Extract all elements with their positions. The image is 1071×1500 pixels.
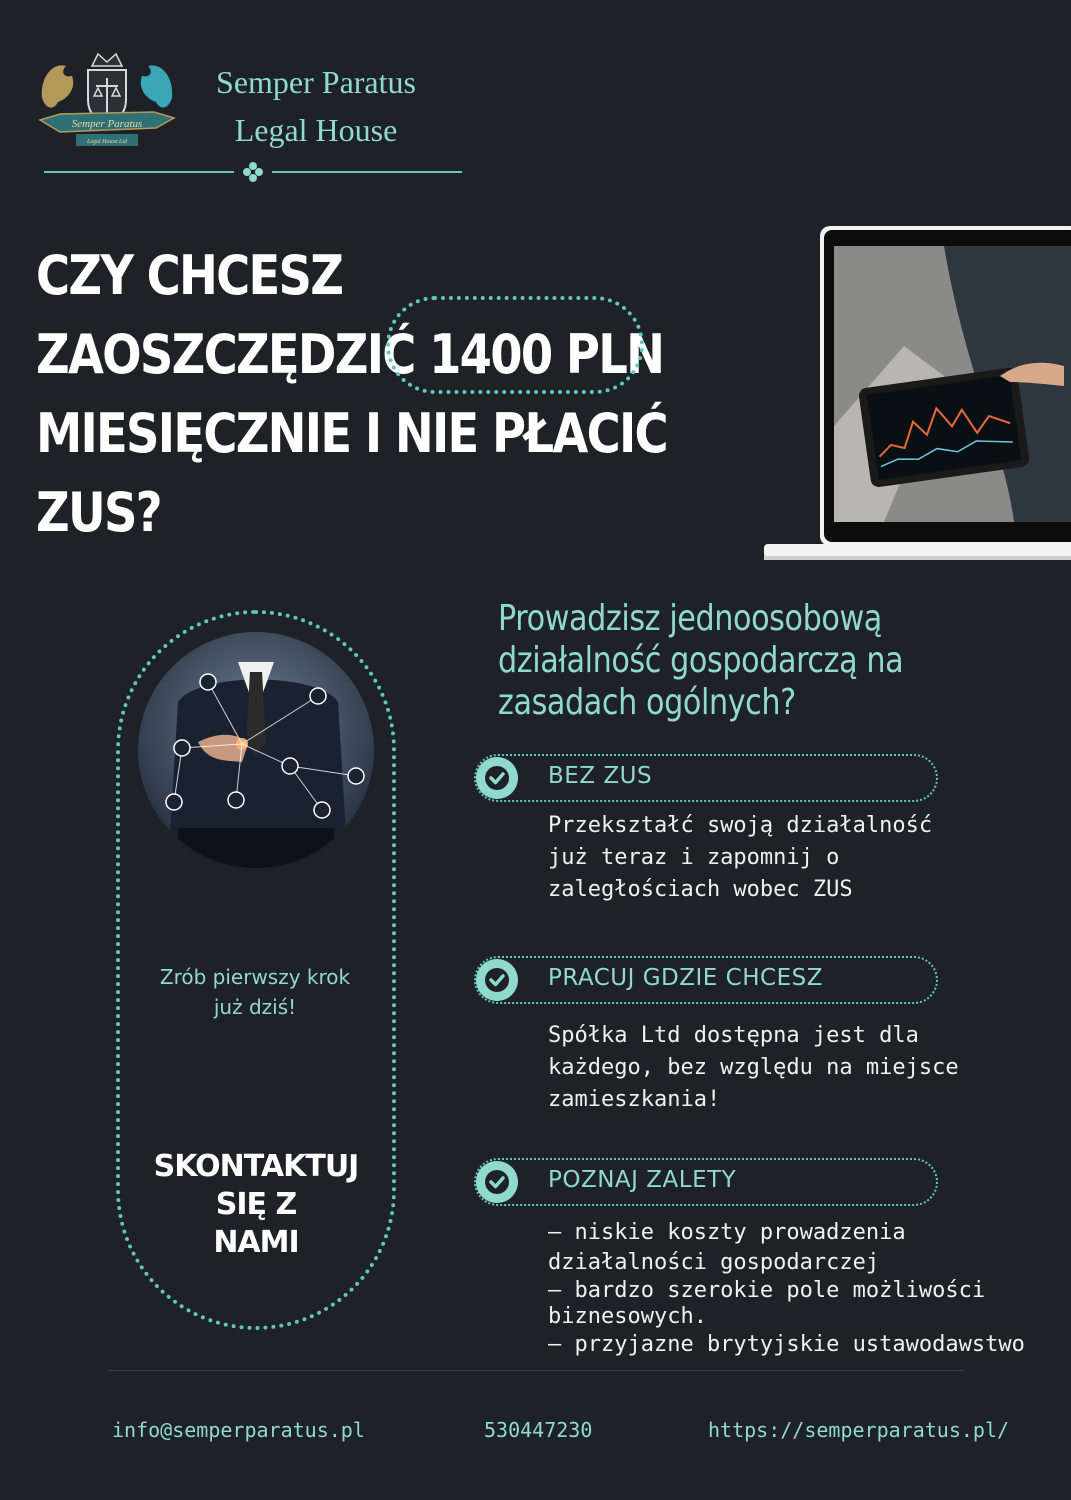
contact-us-line-2: NAMI [213,1225,299,1260]
feature-description-line: zaległościach wobec ZUS [548,877,853,902]
feature-title: POZNAJ ZALETY [548,1167,737,1193]
advantage-item: – przyjazne brytyjskie ustawodawstwo [548,1332,1025,1357]
advantage-item: działalności gospodarczej [548,1250,880,1275]
feature-title: BEZ ZUS [548,763,653,789]
feature-pill-bez-zus [474,754,938,802]
advantage-item: biznesowych. [548,1304,707,1329]
contact-us-button[interactable] [126,1148,386,1262]
feature-description [548,810,988,906]
feature-title: PRACUJ GDZIE CHCESZ [548,965,823,991]
logo-ribbon-text: Semper Paratus [71,118,143,130]
brand-line-2: Legal House [234,112,398,148]
cta-subtitle [140,962,370,1022]
cta-subtitle-line-1: Zrób pierwszy krok [159,965,351,989]
advantages-list [548,1218,1028,1360]
feature-description [548,1020,988,1116]
headline-line-1: CZY CHCESZ [36,244,343,307]
advantage-item: – bardzo szerokie pole możliwości [548,1278,986,1303]
headline-line-4: ZUS? [36,481,161,544]
advantage-item: – niskie koszty prowadzenia [548,1220,906,1245]
headline-line-2: ZAOSZCZĘDZIĆ [36,323,430,386]
businessman-network-image [138,632,374,868]
question-heading [498,598,952,724]
brand-name [196,58,436,154]
laptop-image [764,226,1071,566]
headline [36,236,667,552]
feature-description-line: już teraz i zapomnij o [548,845,840,870]
feature-description-line: Spółka Ltd dostępna jest dla [548,1023,919,1048]
feature-description-line: zamieszkania! [548,1087,721,1112]
question-line-3: zasadach ogólnych? [498,682,796,723]
feature-description-line: Przekształć swoją działalność [548,813,933,838]
footer-phone-link[interactable]: 530447230 [484,1418,593,1442]
question-line-1: Prowadzisz jednoosobową [498,598,882,639]
cta-subtitle-line-2: już dziś! [213,995,297,1019]
footer-website-link[interactable]: https://semperparatus.pl/ [708,1418,1010,1442]
ornamental-divider [44,160,462,184]
logo-sub-text: Legal House Ltd [86,139,128,145]
check-icon [476,757,518,799]
amount-highlight-ring [386,296,644,394]
footer-email-link[interactable]: info@semperparatus.pl [112,1418,365,1442]
check-icon [476,959,518,1001]
contact-us-line-1: SKONTAKTUJ SIĘ Z [153,1149,359,1222]
footer-divider [108,1370,964,1371]
company-logo [36,48,178,156]
check-icon [476,1161,518,1203]
headline-line-3: MIESIĘCZNIE I NIE PŁACIĆ [36,402,667,465]
feature-description-line: każdego, bez względu na miejsce [548,1055,959,1080]
business-photo [138,632,374,868]
brand-line-1: Semper Paratus [216,64,416,100]
headline-amount: 1400 PLN [429,323,664,386]
question-line-2: działalność gospodarczą na [498,640,904,681]
